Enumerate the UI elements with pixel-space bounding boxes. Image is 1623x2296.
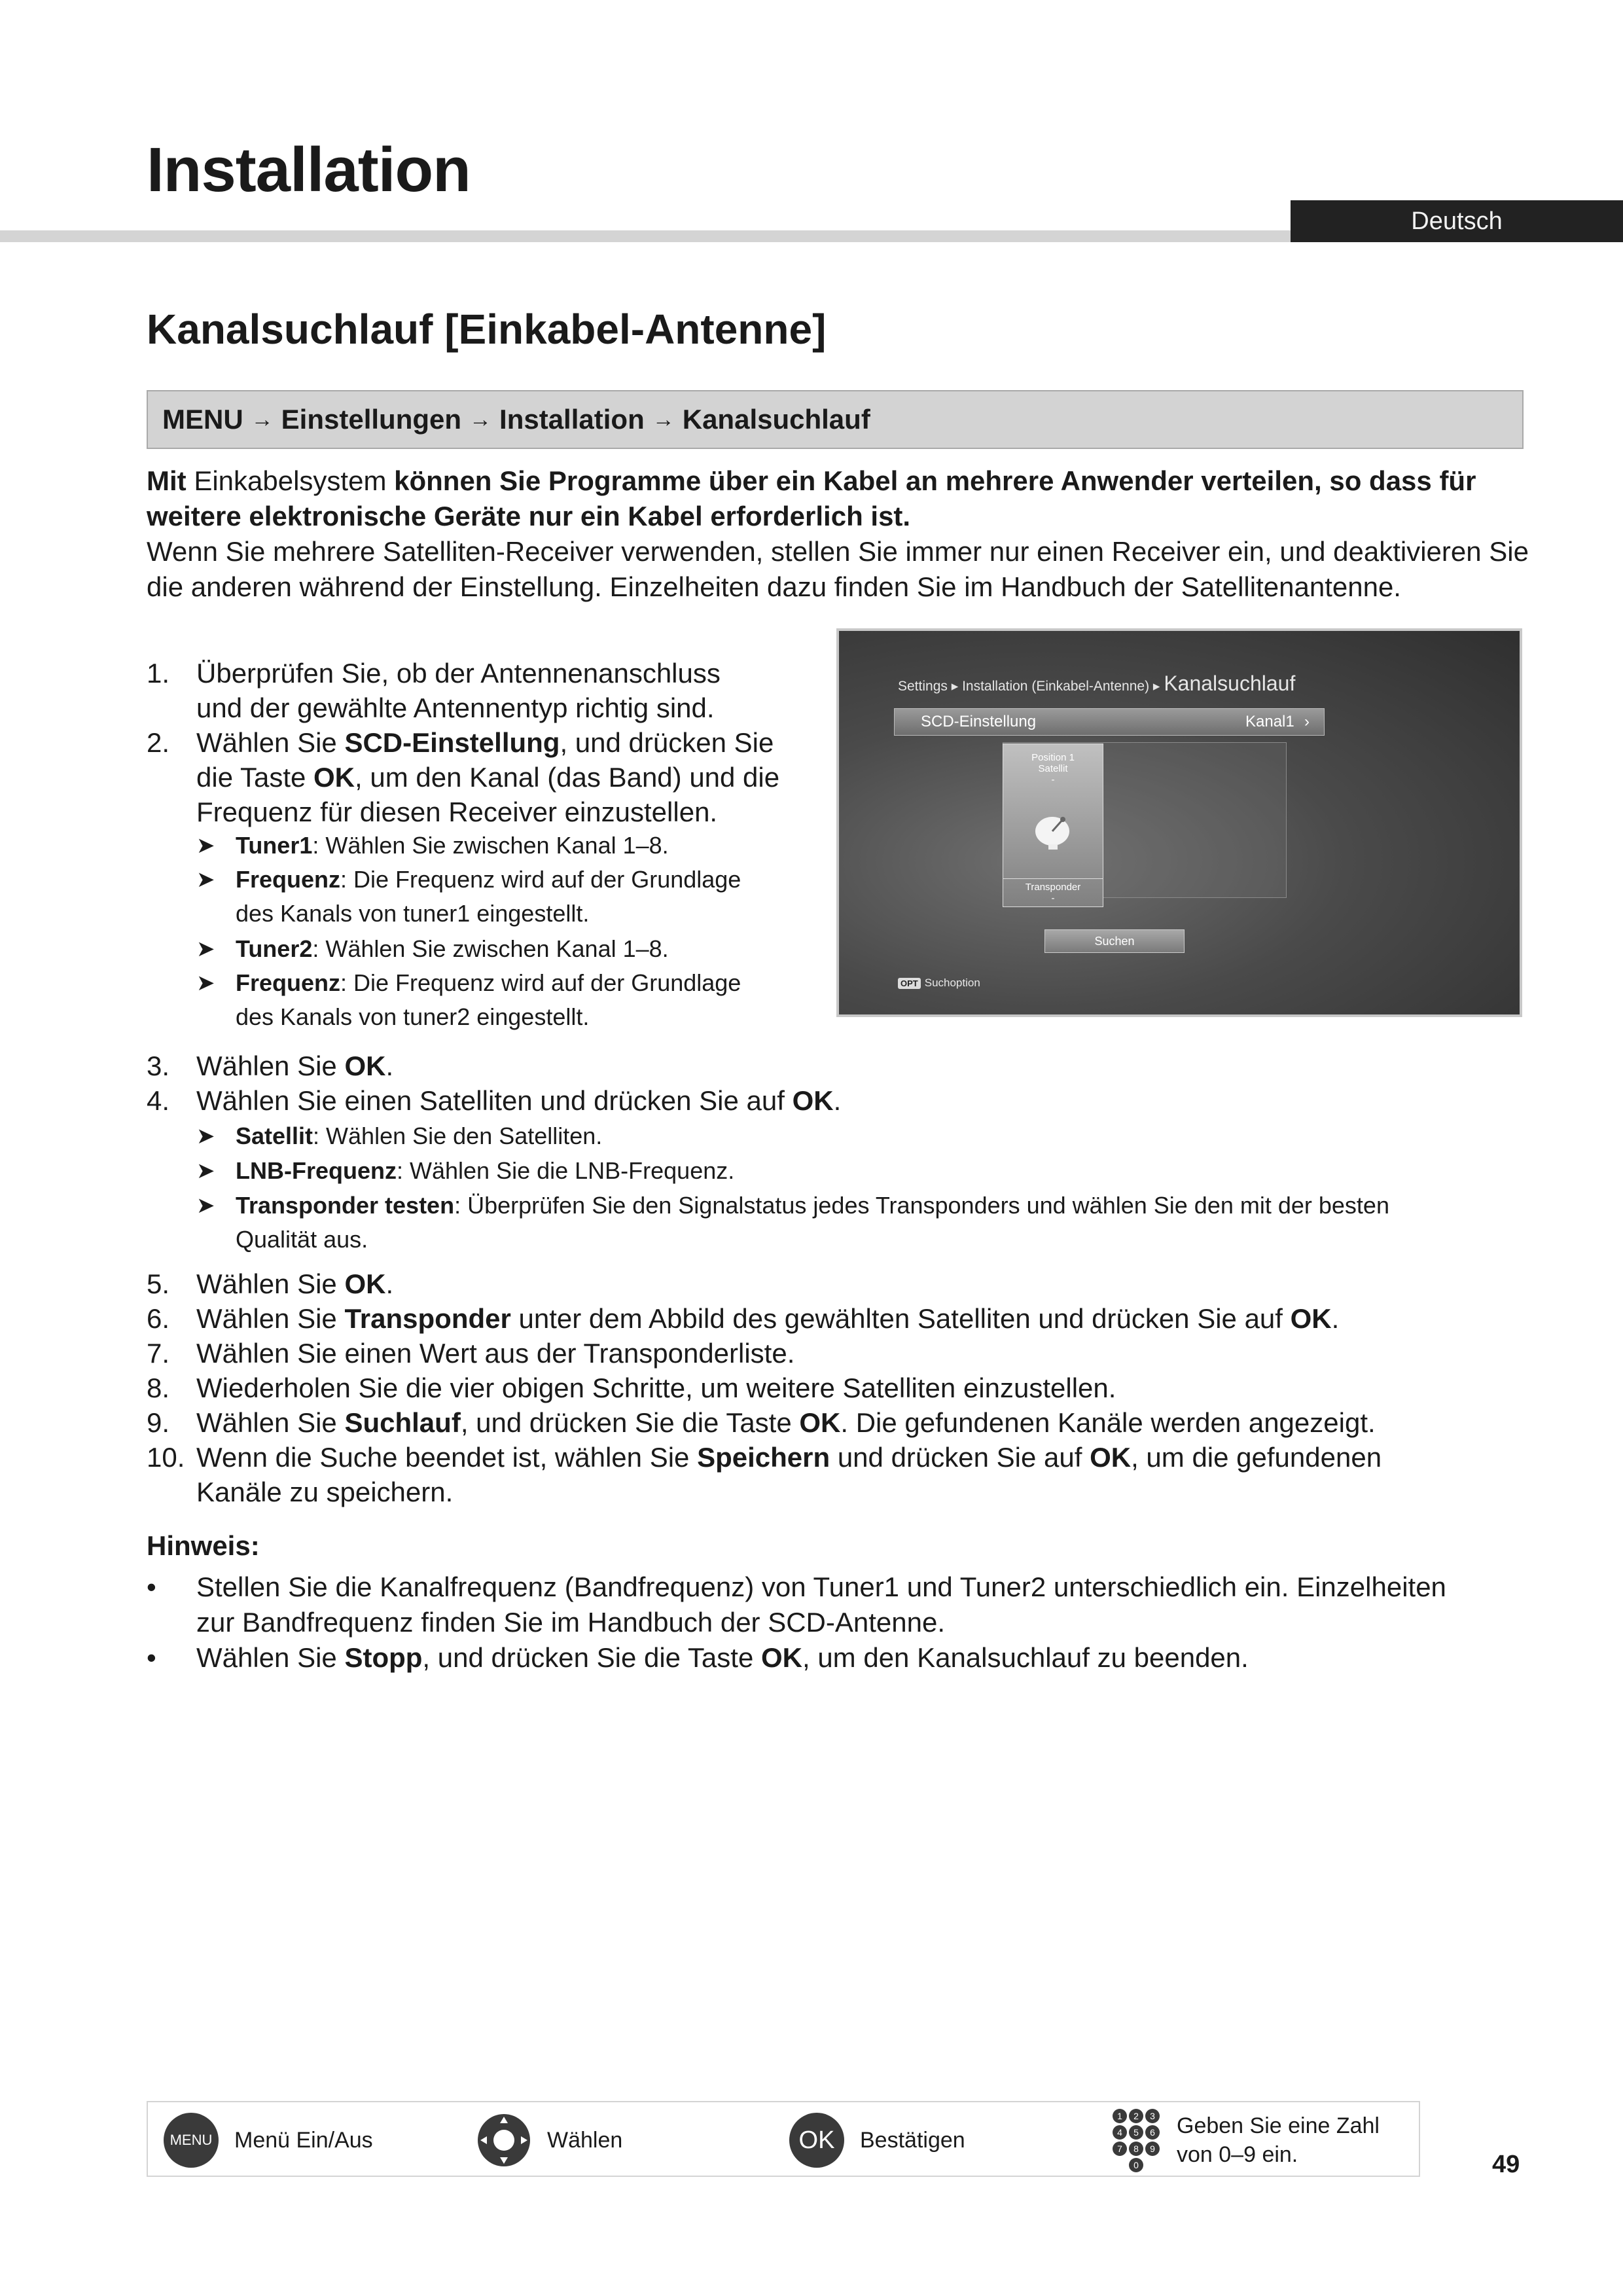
arrow-right-icon: → (469, 406, 492, 432)
legend-menu: MENU Menü Ein/Aus (164, 2102, 373, 2178)
dpad-icon (476, 2113, 531, 2168)
satellite-dish-icon (1030, 809, 1076, 855)
section-heading: Kanalsuchlauf [Einkabel-Antenne] (147, 306, 827, 353)
legend-navigate: Wählen (476, 2102, 622, 2178)
language-tab (1291, 200, 1623, 242)
arrow-right-icon: → (652, 406, 675, 432)
arrow-bullet-icon: ➤ (196, 971, 215, 996)
menu-path-step: Einstellungen (281, 404, 462, 435)
menu-path-step: Kanalsuchlauf (682, 404, 870, 435)
intro-paragraph-1: Mit Einkabelsystem können Sie Programme über ein Kabel an mehrere Anwender verteilen, so dass für weitere elektronische Geräte nur ein Kabel erforderlich ist. (147, 465, 1476, 531)
menu-path (147, 390, 1524, 449)
tv-breadcrumb: Settings ▸ Installation (Einkabel-Antenne) ▸ Kanalsuchlauf (898, 672, 1296, 695)
menu-button-icon: MENU (164, 2113, 219, 2168)
arrow-bullet-icon: ➤ (196, 1158, 215, 1183)
tv-option-hint: OPT Suchoption (898, 977, 980, 990)
intro-text (147, 463, 1534, 605)
legend-ok: OK Bestätigen (789, 2102, 965, 2178)
arrow-bullet-icon: ➤ (196, 833, 215, 858)
arrow-right-icon: → (251, 406, 274, 432)
ok-button-icon: OK (789, 2113, 844, 2168)
language-label: Deutsch (1411, 207, 1503, 235)
arrow-bullet-icon: ➤ (196, 867, 215, 892)
page-number: 49 (1492, 2151, 1520, 2178)
tv-screenshot (836, 628, 1522, 1017)
arrow-bullet-icon: ➤ (196, 1193, 215, 1218)
tv-position-card: Position 1 Satellit - Transponder - (1003, 744, 1103, 907)
arrow-bullet-icon: ➤ (196, 1124, 215, 1149)
intro-paragraph-2: Wenn Sie mehrere Satelliten-Receiver verwenden, stellen Sie immer nur einen Receiver ein, und deaktivieren Sie die anderen während der Einstellung. Einzelheiten dazu finden Sie im Handbuch der Satellitenantenne. (147, 536, 1529, 602)
tv-scd-setting-row: SCD-Einstellung Kanal1 › (894, 708, 1325, 736)
menu-path-step: Installation (499, 404, 645, 435)
menu-path-step: MENU (162, 404, 243, 435)
page-title: Installation (147, 135, 471, 205)
note-heading: Hinweis: (147, 1530, 260, 1561)
tv-search-button: Suchen (1044, 929, 1185, 953)
legend-numbers: 1 2 3 4 5 6 7 8 9 0 Geben Sie eine Zahl von 0–9 ein. (1111, 2102, 1380, 2178)
arrow-bullet-icon: ➤ (196, 937, 215, 961)
header-rule (0, 230, 1291, 242)
remote-legend (147, 2101, 1420, 2177)
chevron-right-icon: › (1304, 713, 1310, 730)
keypad-icon: 1 2 3 4 5 6 7 8 9 0 (1111, 2109, 1161, 2172)
